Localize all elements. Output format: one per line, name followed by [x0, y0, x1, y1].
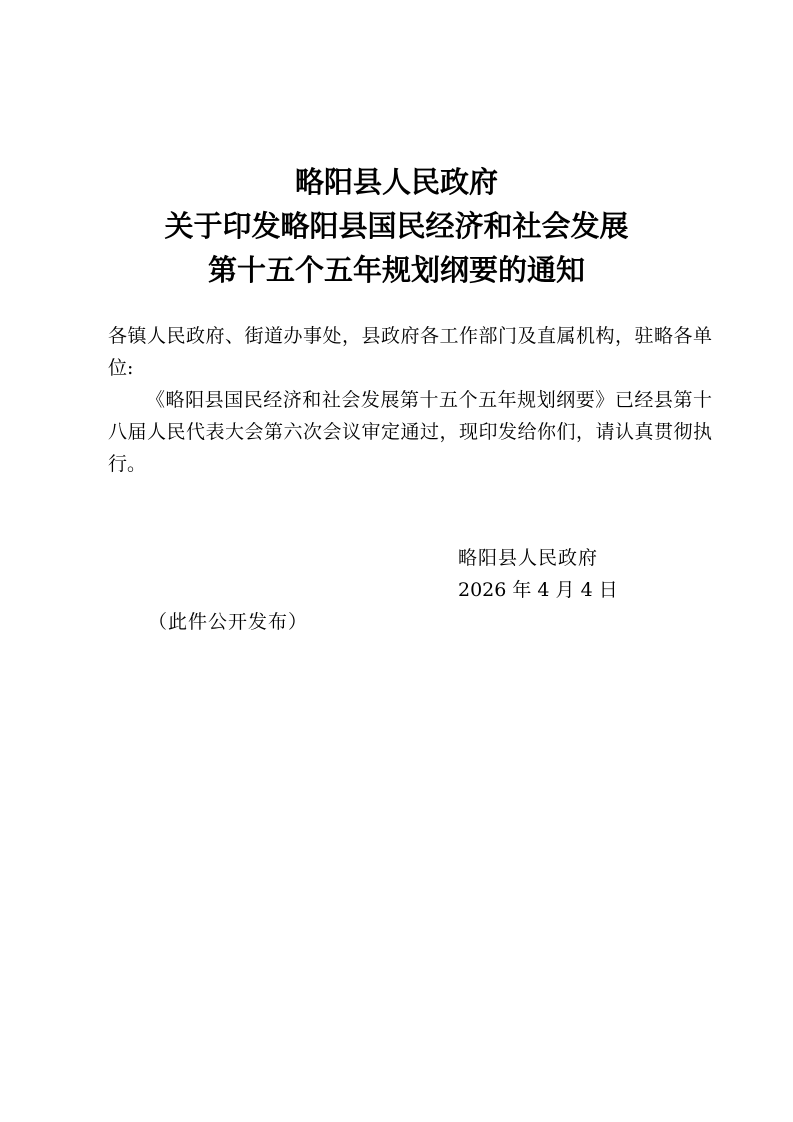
- title-line-2: 关于印发略阳县国民经济和社会发展: [164, 209, 629, 243]
- main-paragraph: 《略阳县国民经济和社会发展第十五个五年规划纲要》已经县第十八届人民代表大会第六次会议审定通过，现印发给你们，请认真贯彻执行。: [108, 389, 712, 475]
- publication-note: （此件公开发布）: [148, 611, 309, 633]
- title-line-3: 第十五个五年规划纲要的通知: [207, 253, 585, 287]
- issuer-signature: 略阳县人民政府: [458, 547, 599, 569]
- issue-date: 2026 年 4 月 4 日: [458, 579, 618, 601]
- document-title: [0, 160, 793, 292]
- recipients-paragraph: 各镇人民政府、街道办事处，县政府各工作部门及直属机构，驻略各单位:: [108, 325, 712, 379]
- document-body: [108, 320, 712, 480]
- title-line-1: 略阳县人民政府: [294, 165, 498, 199]
